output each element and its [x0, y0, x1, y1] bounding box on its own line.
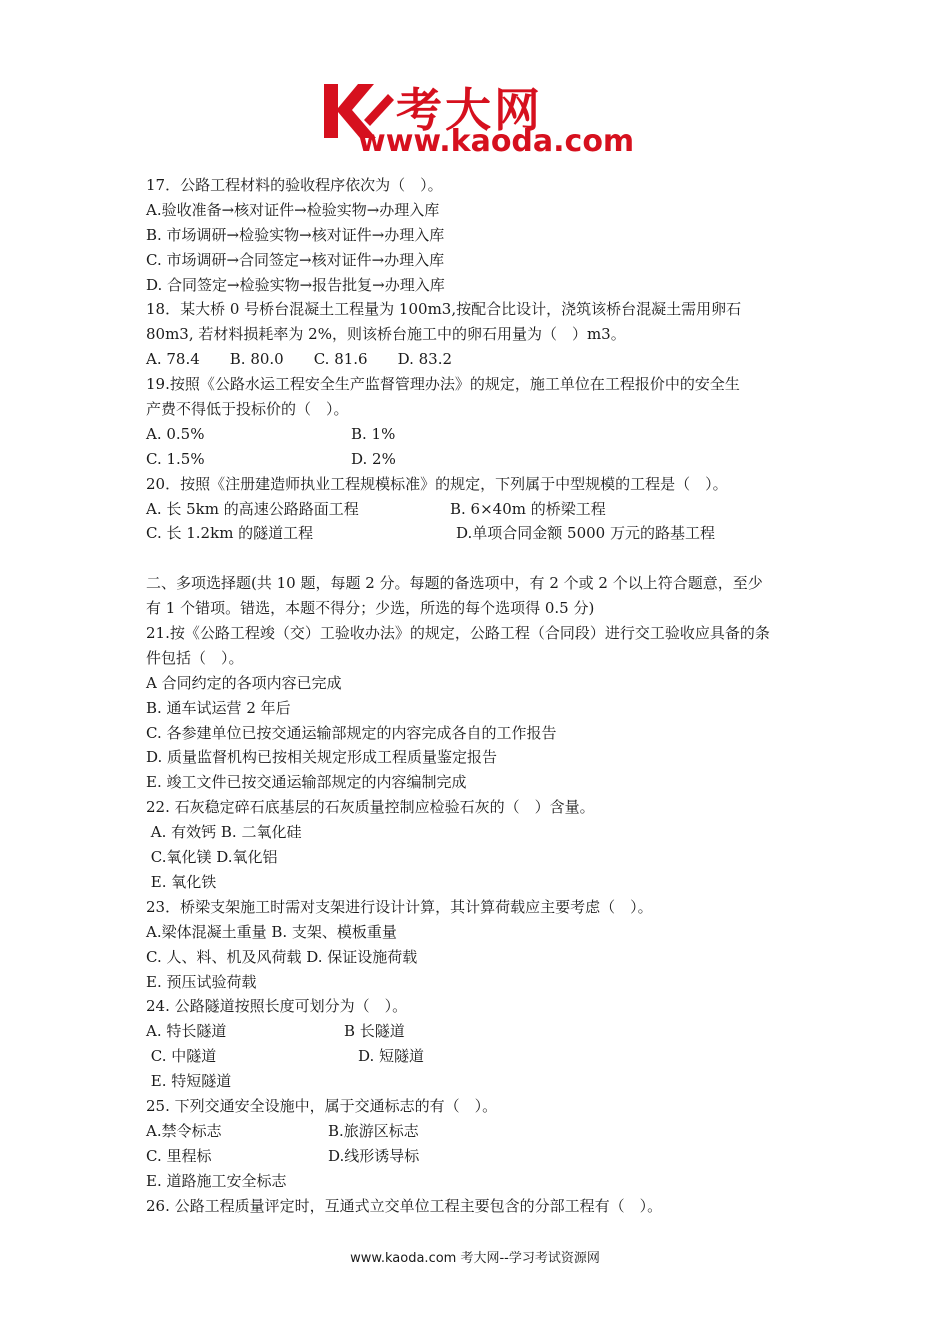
option-a: A. 长 5km 的高速公路路面工程 [146, 499, 359, 518]
section-heading-cont: 有 1 个错项。错选，本题不得分；少选，所选的每个选项得 0.5 分) [146, 599, 595, 618]
option-c: C. 里程标 [146, 1146, 212, 1165]
option-b: B. 6×40m 的桥梁工程 [450, 499, 606, 518]
option-row [146, 447, 816, 472]
option-c: C. 中隧道 [146, 1047, 217, 1066]
text-line: A. 有效钙 B. 二氧化硅 [146, 823, 302, 842]
text-line: A.梁体混凝土重量 B. 支架、模板重量 [146, 922, 397, 941]
option-c: C. 长 1.2km 的隧道工程 [146, 524, 314, 543]
page-footer: www.kaoda.com 考大网--学习考试资源网 [350, 1251, 600, 1266]
option-row [146, 497, 816, 522]
option-c: C. 1.5% [146, 449, 205, 468]
kaoda-logo [318, 80, 638, 160]
text-line: E. 氧化铁 [146, 872, 217, 891]
document-body [146, 173, 816, 1218]
text-line: 24. 公路隧道按照长度可划分为（ ）。 [146, 997, 408, 1016]
text-line: A.验收准备→核对证件→检验实物→办理入库 [146, 200, 440, 219]
text-line: 19.按照《公路水运工程安全生产监督管理办法》的规定，施工单位在工程报价中的安全生 [146, 375, 740, 394]
option-b: B 长隧道 [344, 1022, 405, 1041]
text-line: A. 78.4 B. 80.0 C. 81.6 D. 83.2 [146, 350, 453, 369]
text-line: B. 市场调研→检验实物→核对证件→办理入库 [146, 225, 445, 244]
option-b: B. 1% [351, 424, 396, 443]
question-stem: 26. 公路工程质量评定时，互通式立交单位工程主要包含的分部工程有（ ）。 [146, 1196, 663, 1215]
text-line: 23．桥梁支架施工时需对支架进行设计计算，其计算荷载应主要考虑（ ）。 [146, 897, 653, 916]
option-d: D.线形诱导标 [328, 1146, 420, 1165]
option-a: A.禁令标志 [146, 1121, 222, 1140]
option-d: D.单项合同金额 5000 万元的路基工程 [456, 524, 715, 543]
option-row [146, 521, 816, 546]
option-row [146, 422, 816, 447]
question-stem: 20．按照《注册建造师执业工程规模标准》的规定，下列属于中型规模的工程是（ ）。 [146, 474, 728, 493]
text-line: 18．某大桥 0 号桥台混凝土工程量为 100m3,按配合比设计，浇筑该桥台混凝土需用卵石 [146, 300, 742, 319]
text-line: 件包括（ ）。 [146, 648, 244, 667]
text-line: 产费不得低于投标价的（ ）。 [146, 400, 349, 419]
text-line: E. 竣工文件已按交通运输部规定的内容编制完成 [146, 773, 467, 792]
text-line: C. 市场调研→合同签定→核对证件→办理入库 [146, 250, 445, 269]
option-d: D. 短隧道 [358, 1047, 425, 1066]
text-line: D. 质量监督机构已按相关规定形成工程质量鉴定报告 [146, 748, 498, 767]
text-line: C. 人、料、机及风荷载 D. 保证设施荷载 [146, 947, 418, 966]
option-e: E. 道路施工安全标志 [146, 1171, 287, 1190]
option-b: B.旅游区标志 [328, 1121, 419, 1140]
section-heading: 二、多项选择题(共 10 题，每题 2 分。每题的备选项中，有 2 个或 2 个以上符合题意，至少 [146, 574, 763, 593]
text-line: C.氧化镁 D.氧化铝 [146, 848, 278, 867]
text-line: 22. 石灰稳定碎石底基层的石灰质量控制应检验石灰的（ ）含量。 [146, 798, 595, 817]
text-line: B. 通车试运营 2 年后 [146, 698, 291, 717]
option-row [146, 1144, 816, 1169]
text-line: 21.按《公路工程竣（交）工验收办法》的规定，公路工程（合同段）进行交工验收应具备的条 [146, 624, 770, 643]
option-row [146, 1019, 816, 1044]
text-line: A 合同约定的各项内容已完成 [146, 673, 342, 692]
option-e: E. 特短隧道 [146, 1072, 232, 1091]
option-row [146, 1119, 816, 1144]
question-stem: 25. 下列交通安全设施中，属于交通标志的有（ ）。 [146, 1096, 498, 1115]
text-line: C. 各参建单位已按交通运输部规定的内容完成各自的工作报告 [146, 723, 557, 742]
option-a: A. 特长隧道 [146, 1022, 227, 1041]
text-line: 80m3, 若材料损耗率为 2%，则该桥台施工中的卵石用量为（ ）m3。 [146, 325, 626, 344]
text-line: E. 预压试验荷载 [146, 972, 257, 991]
spacer [146, 546, 816, 571]
logo-title: 考大网 [396, 83, 543, 137]
text-line: D. 合同签定→检验实物→报告批复→办理入库 [146, 275, 445, 294]
option-row [146, 1044, 816, 1069]
logo-url: www.kaoda.com [358, 124, 635, 159]
option-a: A. 0.5% [146, 424, 205, 443]
text-line: 17．公路工程材料的验收程序依次为（ ）。 [146, 176, 443, 194]
option-d: D. 2% [351, 449, 396, 468]
